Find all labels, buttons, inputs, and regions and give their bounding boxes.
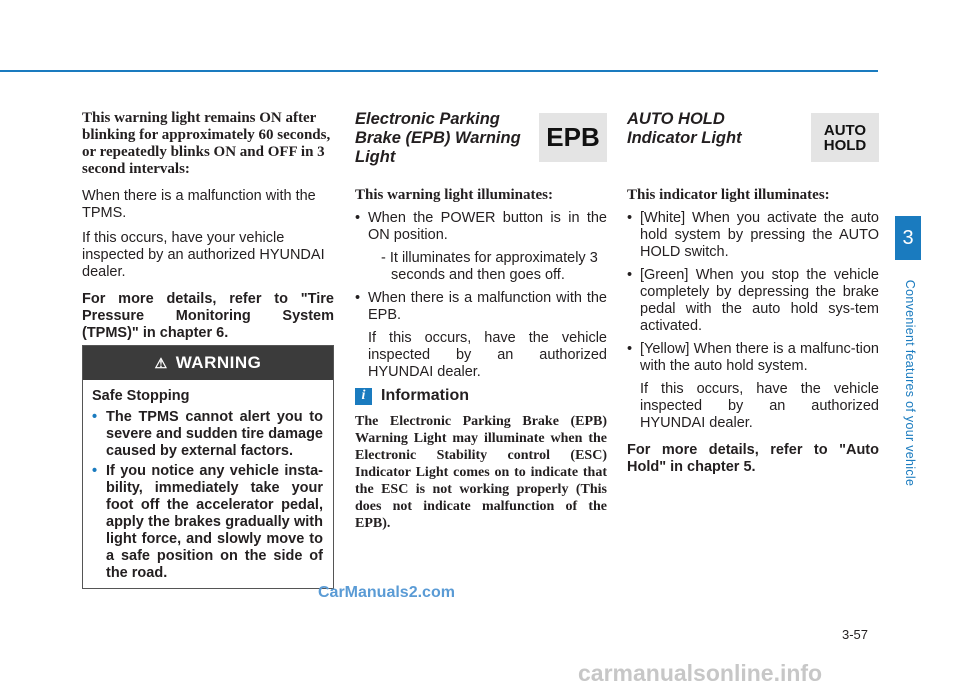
auto-hold-bullet: • [White] When you activate the auto hold system by pressing the AUTO HOLD switch. (627, 210, 879, 261)
warning-box (82, 345, 334, 589)
auto-hold-indicator-icon (811, 113, 879, 162)
epb-bullet: • When there is a malfunction with the EPB. (355, 290, 607, 324)
column-tpms (82, 110, 334, 350)
auto-hold-bullet: • [Green] When you stop the vehicle completely by depressing the brake pedal with the auto hold sys-tem activated. (627, 267, 879, 335)
epb-bullet: • When the POWER button is in the ON position. (355, 210, 607, 244)
warning-item: • If you notice any vehicle insta-bility, immediately take your foot off the accelerator pedal, apply the brakes gradually with light force, and slowly move to a safe position on the side of the road. (92, 463, 323, 582)
header-rule (0, 70, 878, 72)
info-icon-glyph: i (361, 388, 366, 403)
epb-indicator-icon (539, 113, 607, 162)
auto-hold-badge-line1: AUTO (823, 121, 867, 139)
chapter-number: 3 (902, 226, 914, 249)
tpms-reference: For more details, refer to "Tire Pressure Monitoring System (TPMS)" in chapter 6. (82, 291, 334, 341)
warning-header (83, 346, 333, 380)
epb-badge-label: EPB (546, 122, 600, 152)
warning-title: Safe Stopping (92, 388, 190, 404)
watermark-top: CarManuals2.com (318, 584, 455, 601)
information-text: The Electronic Parking Brake (EPB) Warning Light may illuminate when the Electronic Stability control (ESC) Indicator Light comes on to indicate that the ESC is not working properly (This does not indicate malfunction of the EPB). (355, 414, 607, 531)
warning-triangle-icon: ⚠ (154, 354, 168, 371)
info-icon (355, 388, 372, 405)
column-epb (355, 110, 607, 532)
chapter-tab (895, 216, 921, 260)
auto-hold-reference: For more details, refer to "Auto Hold" in chapter 5. (627, 442, 879, 475)
tpms-paragraph-1: When there is a malfunction with the TPMS. (82, 188, 316, 221)
page-number: 3-57 (842, 627, 869, 642)
chapter-title-vertical (890, 270, 930, 495)
epb-bullet-sub: - It illuminates for approximately 3 seconds and then goes off. (381, 250, 598, 283)
auto-hold-bullet: • [Yellow] When there is a malfunc-tion with the auto hold system. (627, 341, 879, 375)
auto-hold-badge-line2: HOLD (823, 136, 867, 154)
tpms-intro: This warning light remains ON after blinking for approximately 60 seconds, or repeatedly blinks ON and OFF in 3 second intervals: (82, 110, 331, 177)
watermark-bottom: carmanualsonline.info (578, 660, 823, 686)
information-title: Information (381, 387, 469, 404)
warning-header-label: WARNING (175, 353, 262, 372)
chapter-title: Convenient features of your vehicle (903, 279, 917, 486)
auto-hold-bullet-sub: If this occurs, have the vehicle inspected by an authorized HYUNDAI dealer. (640, 381, 879, 431)
auto-hold-heading: AUTO HOLD Indicator Light (627, 110, 742, 147)
column-auto-hold (627, 110, 879, 484)
epb-bullet-sub: If this occurs, have the vehicle inspected by an authorized HYUNDAI dealer. (368, 330, 607, 380)
auto-hold-lead: This indicator light illuminates: (627, 187, 830, 203)
epb-lead: This warning light illuminates: (355, 187, 553, 203)
information-heading (355, 387, 607, 405)
epb-heading: Electronic Parking Brake (EPB) Warning Light (355, 110, 521, 166)
tpms-paragraph-2: If this occurs, have your vehicle inspected by an authorized HYUNDAI dealer. (82, 230, 325, 280)
warning-item: • The TPMS cannot alert you to severe and sudden tire damage caused by external factors. (92, 409, 323, 460)
